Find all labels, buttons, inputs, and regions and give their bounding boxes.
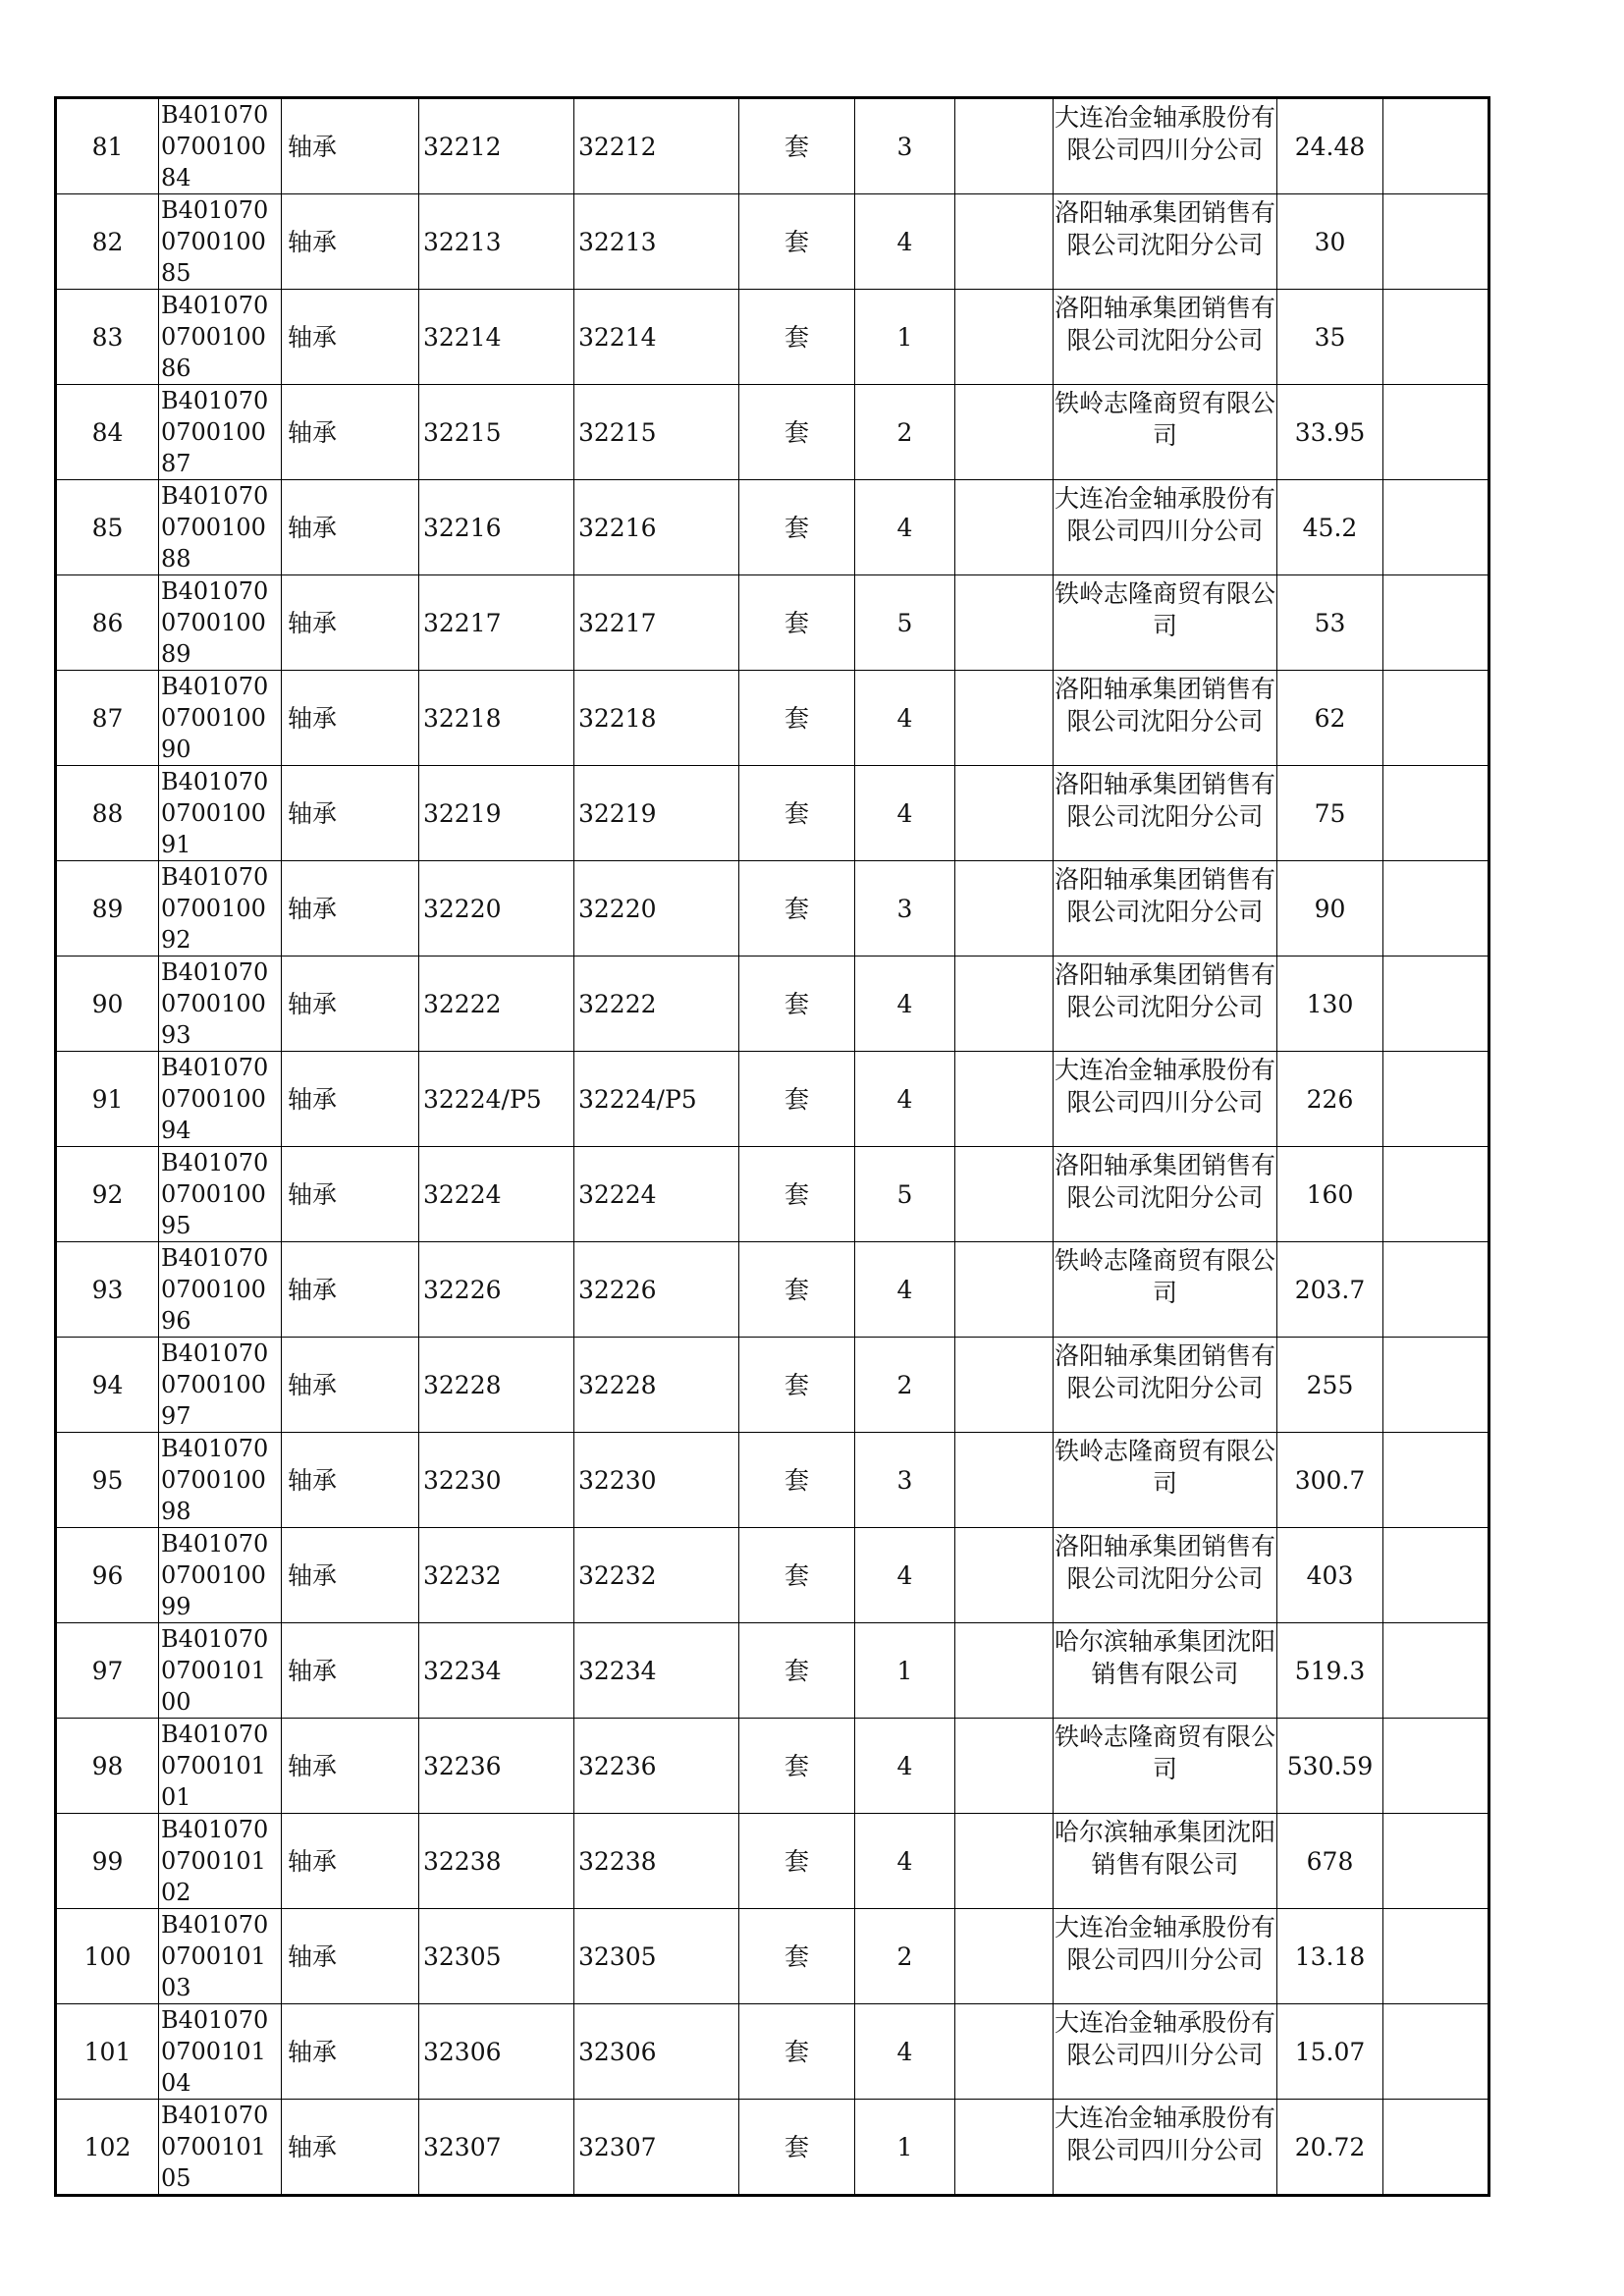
- material-name-cell: 轴承: [282, 290, 419, 385]
- supplier-cell: [1054, 1147, 1277, 1242]
- unit-cell: 套: [739, 480, 855, 575]
- model-cell: 32234: [574, 1623, 739, 1719]
- unit-price-cell: 75: [1277, 766, 1383, 861]
- supplier-cell: [1054, 671, 1277, 766]
- table-row: [56, 766, 1489, 861]
- model-cell: 32214: [574, 290, 739, 385]
- model-cell: 32307: [574, 2100, 739, 2196]
- supplier-cell: [1054, 1814, 1277, 1909]
- quantity-cell: 4: [855, 1719, 955, 1814]
- remark-cell: [1383, 2004, 1489, 2100]
- remark-cell: [1383, 957, 1489, 1052]
- model-cell: 32232: [574, 1528, 739, 1623]
- material-code-cell: B401070070010102: [159, 1814, 282, 1909]
- table-row: [56, 1814, 1489, 1909]
- row-number-cell: 84: [56, 385, 159, 480]
- model-cell: 32213: [574, 194, 739, 290]
- unit-cell: 套: [739, 2004, 855, 2100]
- supplier-cell: [1054, 1909, 1277, 2004]
- specification-cell: 32226: [419, 1242, 574, 1338]
- unit-price-cell: 130: [1277, 957, 1383, 1052]
- table-row: [56, 1052, 1489, 1147]
- material-code-cell: B401070070010101: [159, 1719, 282, 1814]
- remark-cell: [1383, 1242, 1489, 1338]
- unit-cell: 套: [739, 385, 855, 480]
- quantity-cell: 4: [855, 1242, 955, 1338]
- table-row: [56, 575, 1489, 671]
- supplier-cell: [1054, 2004, 1277, 2100]
- unit-price-cell: 203.7: [1277, 1242, 1383, 1338]
- unit-cell: 套: [739, 194, 855, 290]
- quantity-cell: 4: [855, 1814, 955, 1909]
- material-name-cell: 轴承: [282, 1338, 419, 1433]
- material-name-cell: 轴承: [282, 480, 419, 575]
- specification-cell: 32236: [419, 1719, 574, 1814]
- material-code-cell: B401070070010094: [159, 1052, 282, 1147]
- specification-cell: 32216: [419, 480, 574, 575]
- table-row: [56, 1338, 1489, 1433]
- unit-price-cell: 35: [1277, 290, 1383, 385]
- remark-cell: [1383, 1052, 1489, 1147]
- unit-price-cell: 53: [1277, 575, 1383, 671]
- unit-cell: 套: [739, 2100, 855, 2196]
- specification-cell: 32218: [419, 671, 574, 766]
- empty-cell: [955, 575, 1054, 671]
- empty-cell: [955, 861, 1054, 957]
- specification-cell: 32307: [419, 2100, 574, 2196]
- row-number-cell: 95: [56, 1433, 159, 1528]
- quantity-cell: 4: [855, 766, 955, 861]
- supplier-cell: [1054, 194, 1277, 290]
- specification-cell: 32215: [419, 385, 574, 480]
- supplier-cell: [1054, 98, 1277, 194]
- supplier-cell: [1054, 2100, 1277, 2196]
- remark-cell: [1383, 671, 1489, 766]
- model-cell: 32238: [574, 1814, 739, 1909]
- material-code-cell: B401070070010097: [159, 1338, 282, 1433]
- unit-cell: 套: [739, 1814, 855, 1909]
- unit-price-cell: 300.7: [1277, 1433, 1383, 1528]
- material-code-cell: B401070070010098: [159, 1433, 282, 1528]
- table-row: [56, 1719, 1489, 1814]
- material-code-cell: B401070070010086: [159, 290, 282, 385]
- table-row: [56, 957, 1489, 1052]
- supplier-cell: [1054, 480, 1277, 575]
- row-number-cell: 91: [56, 1052, 159, 1147]
- row-number-cell: 96: [56, 1528, 159, 1623]
- remark-cell: [1383, 2100, 1489, 2196]
- supplier-name: 大连冶金轴承股份有限公司四川分公司: [1054, 1912, 1275, 1974]
- quantity-cell: 4: [855, 1052, 955, 1147]
- empty-cell: [955, 671, 1054, 766]
- supplier-name: 洛阳轴承集团销售有限公司沈阳分公司: [1054, 293, 1275, 355]
- row-number-cell: 82: [56, 194, 159, 290]
- row-number-cell: 86: [56, 575, 159, 671]
- material-name-cell: 轴承: [282, 957, 419, 1052]
- row-number-cell: 87: [56, 671, 159, 766]
- specification-cell: 32234: [419, 1623, 574, 1719]
- table-row: [56, 1623, 1489, 1719]
- remark-cell: [1383, 1528, 1489, 1623]
- model-cell: 32224/P5: [574, 1052, 739, 1147]
- specification-cell: 32214: [419, 290, 574, 385]
- supplier-cell: [1054, 385, 1277, 480]
- unit-cell: 套: [739, 1052, 855, 1147]
- empty-cell: [955, 2100, 1054, 2196]
- supplier-name: 洛阳轴承集团销售有限公司沈阳分公司: [1054, 959, 1275, 1021]
- unit-cell: 套: [739, 98, 855, 194]
- unit-cell: 套: [739, 861, 855, 957]
- material-code-cell: B401070070010104: [159, 2004, 282, 2100]
- empty-cell: [955, 480, 1054, 575]
- empty-cell: [955, 1242, 1054, 1338]
- table-row: [56, 1433, 1489, 1528]
- quantity-cell: 4: [855, 194, 955, 290]
- unit-cell: 套: [739, 1433, 855, 1528]
- row-number-cell: 99: [56, 1814, 159, 1909]
- quantity-cell: 4: [855, 671, 955, 766]
- material-name-cell: 轴承: [282, 1814, 419, 1909]
- specification-cell: 32224/P5: [419, 1052, 574, 1147]
- specification-cell: 32217: [419, 575, 574, 671]
- supplier-name: 洛阳轴承集团销售有限公司沈阳分公司: [1054, 1150, 1275, 1212]
- remark-cell: [1383, 385, 1489, 480]
- material-code-cell: B401070070010105: [159, 2100, 282, 2196]
- table-row: [56, 2004, 1489, 2100]
- material-name-cell: 轴承: [282, 2100, 419, 2196]
- table-row: [56, 861, 1489, 957]
- empty-cell: [955, 1623, 1054, 1719]
- material-code-cell: B401070070010087: [159, 385, 282, 480]
- unit-price-cell: 403: [1277, 1528, 1383, 1623]
- model-cell: 32224: [574, 1147, 739, 1242]
- empty-cell: [955, 1528, 1054, 1623]
- table-row: [56, 98, 1489, 194]
- supplier-cell: [1054, 1719, 1277, 1814]
- unit-price-cell: 24.48: [1277, 98, 1383, 194]
- quantity-cell: 1: [855, 1623, 955, 1719]
- supplier-name: 大连冶金轴承股份有限公司四川分公司: [1054, 1055, 1275, 1117]
- row-number-cell: 100: [56, 1909, 159, 2004]
- row-number-cell: 94: [56, 1338, 159, 1433]
- unit-cell: 套: [739, 1242, 855, 1338]
- unit-price-cell: 20.72: [1277, 2100, 1383, 2196]
- empty-cell: [955, 194, 1054, 290]
- supplier-name: 大连冶金轴承股份有限公司四川分公司: [1054, 483, 1275, 545]
- unit-cell: 套: [739, 1623, 855, 1719]
- table-row: [56, 290, 1489, 385]
- remark-cell: [1383, 1147, 1489, 1242]
- empty-cell: [955, 1147, 1054, 1242]
- specification-cell: 32228: [419, 1338, 574, 1433]
- remark-cell: [1383, 1719, 1489, 1814]
- unit-price-cell: 15.07: [1277, 2004, 1383, 2100]
- empty-cell: [955, 957, 1054, 1052]
- specification-cell: 32232: [419, 1528, 574, 1623]
- supplier-cell: [1054, 290, 1277, 385]
- empty-cell: [955, 1338, 1054, 1433]
- row-number-cell: 83: [56, 290, 159, 385]
- unit-price-cell: 33.95: [1277, 385, 1383, 480]
- unit-cell: 套: [739, 1719, 855, 1814]
- unit-cell: 套: [739, 1338, 855, 1433]
- supplier-name: 洛阳轴承集团销售有限公司沈阳分公司: [1054, 1340, 1275, 1402]
- specification-cell: 32305: [419, 1909, 574, 2004]
- unit-price-cell: 226: [1277, 1052, 1383, 1147]
- material-name-cell: 轴承: [282, 1909, 419, 2004]
- row-number-cell: 102: [56, 2100, 159, 2196]
- row-number-cell: 97: [56, 1623, 159, 1719]
- remark-cell: [1383, 1338, 1489, 1433]
- material-name-cell: 轴承: [282, 766, 419, 861]
- row-number-cell: 93: [56, 1242, 159, 1338]
- supplier-name: 洛阳轴承集团销售有限公司沈阳分公司: [1054, 769, 1275, 831]
- supplier-name: 铁岭志隆商贸有限公司: [1054, 578, 1275, 640]
- unit-price-cell: 255: [1277, 1338, 1383, 1433]
- table-row: [56, 194, 1489, 290]
- material-name-cell: 轴承: [282, 861, 419, 957]
- supplier-cell: [1054, 766, 1277, 861]
- quantity-cell: 4: [855, 957, 955, 1052]
- material-code-cell: B401070070010092: [159, 861, 282, 957]
- material-code-cell: B401070070010099: [159, 1528, 282, 1623]
- model-cell: 32217: [574, 575, 739, 671]
- unit-cell: 套: [739, 957, 855, 1052]
- unit-price-cell: 678: [1277, 1814, 1383, 1909]
- remark-cell: [1383, 290, 1489, 385]
- unit-cell: 套: [739, 575, 855, 671]
- quantity-cell: 1: [855, 290, 955, 385]
- material-code-cell: B401070070010089: [159, 575, 282, 671]
- supplier-name: 哈尔滨轴承集团沈阳销售有限公司: [1054, 1626, 1275, 1688]
- material-code-cell: B401070070010088: [159, 480, 282, 575]
- material-name-cell: 轴承: [282, 1147, 419, 1242]
- model-cell: 32226: [574, 1242, 739, 1338]
- remark-cell: [1383, 766, 1489, 861]
- bearing-price-table: [54, 96, 1490, 2197]
- supplier-cell: [1054, 1052, 1277, 1147]
- specification-cell: 32213: [419, 194, 574, 290]
- unit-price-cell: 160: [1277, 1147, 1383, 1242]
- empty-cell: [955, 1909, 1054, 2004]
- supplier-name: 大连冶金轴承股份有限公司四川分公司: [1054, 2103, 1275, 2164]
- specification-cell: 32230: [419, 1433, 574, 1528]
- material-name-cell: 轴承: [282, 671, 419, 766]
- table-body: [56, 98, 1489, 2196]
- material-code-cell: B401070070010096: [159, 1242, 282, 1338]
- row-number-cell: 90: [56, 957, 159, 1052]
- supplier-name: 洛阳轴承集团销售有限公司沈阳分公司: [1054, 1531, 1275, 1593]
- remark-cell: [1383, 1909, 1489, 2004]
- quantity-cell: 1: [855, 2100, 955, 2196]
- quantity-cell: 2: [855, 1909, 955, 2004]
- material-name-cell: 轴承: [282, 2004, 419, 2100]
- quantity-cell: 3: [855, 861, 955, 957]
- supplier-name: 铁岭志隆商贸有限公司: [1054, 1245, 1275, 1307]
- model-cell: 32236: [574, 1719, 739, 1814]
- specification-cell: 32222: [419, 957, 574, 1052]
- model-cell: 32216: [574, 480, 739, 575]
- table-row: [56, 2100, 1489, 2196]
- unit-price-cell: 13.18: [1277, 1909, 1383, 2004]
- unit-cell: 套: [739, 671, 855, 766]
- model-cell: 32215: [574, 385, 739, 480]
- material-code-cell: B401070070010103: [159, 1909, 282, 2004]
- supplier-name: 铁岭志隆商贸有限公司: [1054, 388, 1275, 450]
- empty-cell: [955, 385, 1054, 480]
- material-name-cell: 轴承: [282, 1052, 419, 1147]
- quantity-cell: 4: [855, 1528, 955, 1623]
- table-row: [56, 1909, 1489, 2004]
- remark-cell: [1383, 1433, 1489, 1528]
- quantity-cell: 2: [855, 385, 955, 480]
- remark-cell: [1383, 194, 1489, 290]
- unit-price-cell: 519.3: [1277, 1623, 1383, 1719]
- model-cell: 32230: [574, 1433, 739, 1528]
- empty-cell: [955, 1814, 1054, 1909]
- row-number-cell: 98: [56, 1719, 159, 1814]
- supplier-name: 铁岭志隆商贸有限公司: [1054, 1722, 1275, 1783]
- unit-cell: 套: [739, 1528, 855, 1623]
- empty-cell: [955, 98, 1054, 194]
- supplier-cell: [1054, 1433, 1277, 1528]
- material-code-cell: B401070070010091: [159, 766, 282, 861]
- quantity-cell: 3: [855, 1433, 955, 1528]
- supplier-name: 洛阳轴承集团销售有限公司沈阳分公司: [1054, 197, 1275, 259]
- unit-cell: 套: [739, 1147, 855, 1242]
- material-name-cell: 轴承: [282, 385, 419, 480]
- empty-cell: [955, 1719, 1054, 1814]
- unit-price-cell: 45.2: [1277, 480, 1383, 575]
- quantity-cell: 5: [855, 1147, 955, 1242]
- specification-cell: 32224: [419, 1147, 574, 1242]
- material-name-cell: 轴承: [282, 575, 419, 671]
- specification-cell: 32220: [419, 861, 574, 957]
- specification-cell: 32219: [419, 766, 574, 861]
- remark-cell: [1383, 1814, 1489, 1909]
- model-cell: 32212: [574, 98, 739, 194]
- row-number-cell: 89: [56, 861, 159, 957]
- supplier-cell: [1054, 1623, 1277, 1719]
- supplier-cell: [1054, 1338, 1277, 1433]
- supplier-name: 洛阳轴承集团销售有限公司沈阳分公司: [1054, 674, 1275, 736]
- material-code-cell: B401070070010095: [159, 1147, 282, 1242]
- model-cell: 32220: [574, 861, 739, 957]
- row-number-cell: 101: [56, 2004, 159, 2100]
- model-cell: 32306: [574, 2004, 739, 2100]
- remark-cell: [1383, 861, 1489, 957]
- supplier-name: 哈尔滨轴承集团沈阳销售有限公司: [1054, 1817, 1275, 1879]
- table-row: [56, 1528, 1489, 1623]
- material-name-cell: 轴承: [282, 1433, 419, 1528]
- table-row: [56, 480, 1489, 575]
- unit-cell: 套: [739, 1909, 855, 2004]
- remark-cell: [1383, 1623, 1489, 1719]
- supplier-cell: [1054, 575, 1277, 671]
- unit-cell: 套: [739, 290, 855, 385]
- empty-cell: [955, 766, 1054, 861]
- material-code-cell: B401070070010100: [159, 1623, 282, 1719]
- supplier-cell: [1054, 861, 1277, 957]
- table-row: [56, 1242, 1489, 1338]
- material-name-cell: 轴承: [282, 98, 419, 194]
- remark-cell: [1383, 480, 1489, 575]
- row-number-cell: 88: [56, 766, 159, 861]
- model-cell: 32222: [574, 957, 739, 1052]
- material-code-cell: B401070070010090: [159, 671, 282, 766]
- specification-cell: 32212: [419, 98, 574, 194]
- row-number-cell: 85: [56, 480, 159, 575]
- material-name-cell: 轴承: [282, 1623, 419, 1719]
- material-name-cell: 轴承: [282, 1242, 419, 1338]
- specification-cell: 32238: [419, 1814, 574, 1909]
- table-row: [56, 385, 1489, 480]
- quantity-cell: 3: [855, 98, 955, 194]
- table-row: [56, 1147, 1489, 1242]
- unit-price-cell: 90: [1277, 861, 1383, 957]
- material-name-cell: 轴承: [282, 194, 419, 290]
- material-code-cell: B401070070010084: [159, 98, 282, 194]
- quantity-cell: 2: [855, 1338, 955, 1433]
- table-row: [56, 671, 1489, 766]
- quantity-cell: 4: [855, 480, 955, 575]
- specification-cell: 32306: [419, 2004, 574, 2100]
- unit-price-cell: 30: [1277, 194, 1383, 290]
- quantity-cell: 4: [855, 2004, 955, 2100]
- supplier-name: 洛阳轴承集团销售有限公司沈阳分公司: [1054, 864, 1275, 926]
- supplier-name: 铁岭志隆商贸有限公司: [1054, 1436, 1275, 1498]
- quantity-cell: 5: [855, 575, 955, 671]
- model-cell: 32218: [574, 671, 739, 766]
- supplier-name: 大连冶金轴承股份有限公司四川分公司: [1054, 102, 1275, 164]
- supplier-cell: [1054, 1242, 1277, 1338]
- row-number-cell: 81: [56, 98, 159, 194]
- empty-cell: [955, 1433, 1054, 1528]
- row-number-cell: 92: [56, 1147, 159, 1242]
- supplier-cell: [1054, 1528, 1277, 1623]
- model-cell: 32228: [574, 1338, 739, 1433]
- remark-cell: [1383, 98, 1489, 194]
- material-code-cell: B401070070010093: [159, 957, 282, 1052]
- model-cell: 32305: [574, 1909, 739, 2004]
- empty-cell: [955, 1052, 1054, 1147]
- empty-cell: [955, 2004, 1054, 2100]
- material-name-cell: 轴承: [282, 1528, 419, 1623]
- model-cell: 32219: [574, 766, 739, 861]
- unit-price-cell: 530.59: [1277, 1719, 1383, 1814]
- material-name-cell: 轴承: [282, 1719, 419, 1814]
- unit-price-cell: 62: [1277, 671, 1383, 766]
- supplier-name: 大连冶金轴承股份有限公司四川分公司: [1054, 2007, 1275, 2069]
- supplier-cell: [1054, 957, 1277, 1052]
- empty-cell: [955, 290, 1054, 385]
- material-code-cell: B401070070010085: [159, 194, 282, 290]
- unit-cell: 套: [739, 766, 855, 861]
- remark-cell: [1383, 575, 1489, 671]
